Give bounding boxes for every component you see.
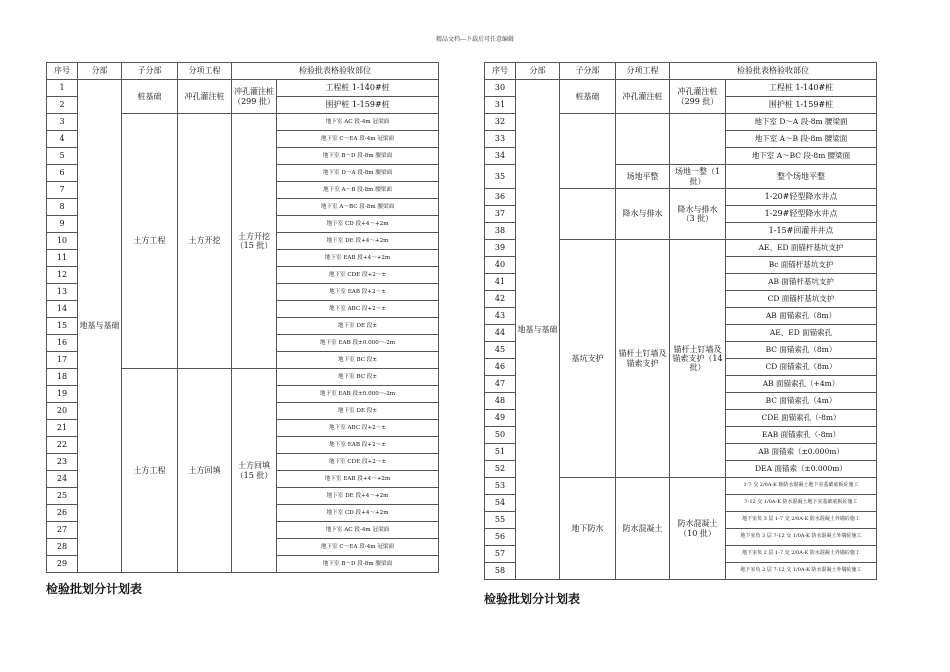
inspection-location: 围护桩 1-159#桩 (277, 97, 439, 114)
inspection-location: 地下室 CDE 段+2～± (277, 454, 439, 471)
inspection-location: 地下室 C～EA 段-4m 冠梁面 (277, 539, 439, 556)
batch-cell: 锚杆土钉墙及锚索支护（14 批） (670, 240, 726, 478)
inspection-location: 地下室 EAB 段+2～± (277, 284, 439, 301)
inspection-location: 地下室 DE 段± (277, 318, 439, 335)
inspection-location: 地下室 BC 段± (277, 369, 439, 386)
inspection-location: AB 面锚索孔（+4m） (726, 376, 877, 393)
row-number: 10 (47, 233, 78, 250)
inspection-location: 地下室 DE 段+4～+2m (277, 233, 439, 250)
inspection-location: 地下室 D～A 段-8m 腰梁面 (726, 114, 877, 131)
row-number: 11 (47, 250, 78, 267)
inspection-location: 地下室 A～BC 段-8m 腰梁面 (726, 148, 877, 165)
row-number: 42 (485, 291, 516, 308)
inspection-location: DEA 面锚索（±0.000m） (726, 461, 877, 478)
inspection-location: 围护桩 1-159#桩 (726, 97, 877, 114)
row-number: 37 (485, 206, 516, 223)
batch-cell: 土方开挖（15 批） (232, 114, 277, 369)
item-cell: 冲孔灌注桩 (616, 80, 670, 114)
row-number: 34 (485, 148, 516, 165)
row-number: 25 (47, 488, 78, 505)
row-number: 15 (47, 318, 78, 335)
row-number: 27 (47, 522, 78, 539)
row-number: 50 (485, 427, 516, 444)
row-number: 16 (47, 335, 78, 352)
row-number: 21 (47, 420, 78, 437)
inspection-location: 7-12 交 1/0A-K 防水混凝土地下室基础底板砼施工 (726, 495, 877, 512)
inspection-location: 地下室 BC 段± (277, 352, 439, 369)
inspection-table-left (46, 62, 439, 573)
row-number: 44 (485, 325, 516, 342)
item-cell: 锚杆土钉墙及锚索支护 (616, 240, 670, 478)
row-number: 32 (485, 114, 516, 131)
inspection-location: 地下室 EAB 段+2～± (277, 437, 439, 454)
inspection-location: 地下室 EAB 段+4～+2m (277, 250, 439, 267)
inspection-location: 地下室 CD 段+4～+2m (277, 216, 439, 233)
inspection-location: 地下室负 2 层 7-12 交 1/0A-K 防水混凝土外墙砼施工 (726, 563, 877, 580)
item-cell: 降水与排水 (616, 189, 670, 240)
table-row (47, 80, 439, 97)
table-header-row (47, 63, 439, 80)
batch-cell: 冲孔灌注桩（299 批） (670, 80, 726, 114)
row-number: 19 (47, 386, 78, 403)
item-cell: 冲孔灌注桩 (178, 80, 232, 114)
row-number: 8 (47, 199, 78, 216)
row-number: 47 (485, 376, 516, 393)
row-number: 14 (47, 301, 78, 318)
row-number: 24 (47, 471, 78, 488)
inspection-location: Bc 面锚杆基坑支护 (726, 257, 877, 274)
column-header: 子分部 (122, 63, 178, 80)
inspection-location: 地下室 DE 段± (277, 403, 439, 420)
batch-cell: 冲孔灌注桩（299 批） (232, 80, 277, 114)
inspection-table-right (484, 62, 877, 580)
row-number: 13 (47, 284, 78, 301)
row-number: 33 (485, 131, 516, 148)
subdivision-cell: 基坑支护 (560, 240, 616, 478)
subdivision-cell: 土方工程 (122, 369, 178, 573)
inspection-location: 1-20#轻型降水井点 (726, 189, 877, 206)
inspection-location: 地下室 CD 段+4～+2m (277, 505, 439, 522)
inspection-location: 整个场地平整 (726, 165, 877, 189)
row-number: 28 (47, 539, 78, 556)
row-number: 35 (485, 165, 516, 189)
column-header: 检验批表格验收部位 (232, 63, 439, 80)
table-header-row (485, 63, 877, 80)
row-number: 5 (47, 148, 78, 165)
row-number: 40 (485, 257, 516, 274)
inspection-location: 地下室负 2 层 1-7 交 2/0A-K 防水混凝土外墙砼施工 (726, 546, 877, 563)
inspection-location: 地下室 B～D 段-8m 腰梁面 (277, 556, 439, 573)
inspection-location: BC 面锚索孔（4m） (726, 393, 877, 410)
row-number: 2 (47, 97, 78, 114)
column-header: 分部 (78, 63, 122, 80)
column-header: 序号 (485, 63, 516, 80)
inspection-location: 地下室 EAB 段±0.000～-2m (277, 335, 439, 352)
row-number: 46 (485, 359, 516, 376)
row-number: 12 (47, 267, 78, 284)
row-number: 20 (47, 403, 78, 420)
subdivision-cell: 土方工程 (122, 114, 178, 369)
inspection-location: CDE 面锚索孔（-8m） (726, 410, 877, 427)
row-number: 49 (485, 410, 516, 427)
row-number: 36 (485, 189, 516, 206)
row-number: 26 (47, 505, 78, 522)
inspection-location: 地下室 AC 段-4m 冠梁面 (277, 522, 439, 539)
row-number: 41 (485, 274, 516, 291)
subdivision-cell: 桩基础 (122, 80, 178, 114)
row-number: 45 (485, 342, 516, 359)
batch-cell: 防水混凝土（10 批） (670, 478, 726, 580)
inspection-location: 地下室 A～B 段-8m 腰梁面 (726, 131, 877, 148)
inspection-location: 地下室 A～B 段-8m 腰梁面 (277, 182, 439, 199)
inspection-location: 地下室 CDE 段+2～± (277, 267, 439, 284)
inspection-location: 地下室 EAB 段+4～+2m (277, 471, 439, 488)
inspection-location: AE、ED 面锚杆基坑支护 (726, 240, 877, 257)
division-cell: 地基与基础 (78, 80, 122, 573)
batch-cell: 降水与排水（3 批） (670, 189, 726, 240)
inspection-location: 1-7 交 2/0A-K 轴防水混凝土地下室基础底板砼施工 (726, 478, 877, 495)
table-caption-right: 检验批划分计划表 (484, 592, 581, 606)
row-number: 53 (485, 478, 516, 495)
row-number: 17 (47, 352, 78, 369)
row-number: 52 (485, 461, 516, 478)
row-number: 55 (485, 512, 516, 529)
batch-cell-empty (670, 114, 726, 165)
column-header: 分部 (516, 63, 560, 80)
subdivision-cell-empty (560, 189, 616, 240)
row-number: 7 (47, 182, 78, 199)
inspection-location: 地下室负 3 层 1-7 交 2/0A-K 防水混凝土外墙砼施工 (726, 512, 877, 529)
inspection-location: 地下室 C～EA 段-4m 冠梁面 (277, 131, 439, 148)
inspection-location: 1-29#轻型降水井点 (726, 206, 877, 223)
row-number: 29 (47, 556, 78, 573)
row-number: 22 (47, 437, 78, 454)
row-number: 54 (485, 495, 516, 512)
inspection-location: CD 面锚杆基坑支护 (726, 291, 877, 308)
inspection-location: AB 面锚索孔（8m） (726, 308, 877, 325)
item-cell: 场地平整 (616, 165, 670, 189)
inspection-location: 地下室 A～BC 段-8m 腰梁面 (277, 199, 439, 216)
row-number: 57 (485, 546, 516, 563)
inspection-location: 地下室 EAB 段±0.000～-2m (277, 386, 439, 403)
column-header: 检验批表格验收部位 (670, 63, 877, 80)
row-number: 23 (47, 454, 78, 471)
subdivision-cell-empty (560, 114, 616, 189)
inspection-location: BC 面锚索孔（8m） (726, 342, 877, 359)
inspection-location: 地下室负 3 层 7-12 交 1/0A-K 防水混凝土外墙砼施工 (726, 529, 877, 546)
row-number: 48 (485, 393, 516, 410)
inspection-location: 地下室 DE 段+4～+2m (277, 488, 439, 505)
row-number: 6 (47, 165, 78, 182)
row-number: 39 (485, 240, 516, 257)
row-number: 43 (485, 308, 516, 325)
row-number: 3 (47, 114, 78, 131)
row-number: 58 (485, 563, 516, 580)
column-header: 分项工程 (178, 63, 232, 80)
column-header: 子分部 (560, 63, 616, 80)
inspection-location: CD 面锚索孔（8m） (726, 359, 877, 376)
row-number: 51 (485, 444, 516, 461)
item-cell: 土方开挖 (178, 114, 232, 369)
row-number: 1 (47, 80, 78, 97)
subdivision-cell: 地下防水 (560, 478, 616, 580)
batch-cell: 土方回填（15 批） (232, 369, 277, 573)
table-caption-left: 检验批划分计划表 (46, 582, 143, 596)
inspection-location: 工程桩 1-140#桩 (277, 80, 439, 97)
division-cell: 地基与基础 (516, 80, 560, 580)
item-cell-empty (616, 114, 670, 165)
row-number: 56 (485, 529, 516, 546)
inspection-location: 地下室 AC 段-4m 冠梁面 (277, 114, 439, 131)
subdivision-cell: 桩基础 (560, 80, 616, 114)
inspection-location: AE、ED 面锚索孔 (726, 325, 877, 342)
row-number: 9 (47, 216, 78, 233)
row-number: 38 (485, 223, 516, 240)
inspection-location: EAB 面锚索孔（-8m） (726, 427, 877, 444)
column-header: 分项工程 (616, 63, 670, 80)
row-number: 31 (485, 97, 516, 114)
inspection-location: 1-15#回灌井井点 (726, 223, 877, 240)
inspection-location: 地下室 B～D 段-8m 腰梁面 (277, 148, 439, 165)
row-number: 4 (47, 131, 78, 148)
row-number: 30 (485, 80, 516, 97)
batch-cell: 场地一整（1 批） (670, 165, 726, 189)
inspection-location: 地下室 ABC 段+2～± (277, 301, 439, 318)
column-header: 序号 (47, 63, 78, 80)
item-cell: 防水混凝土 (616, 478, 670, 580)
row-number: 18 (47, 369, 78, 386)
inspection-location: AB 面锚杆基坑支护 (726, 274, 877, 291)
table-row (485, 80, 877, 97)
inspection-location: 工程桩 1-140#桩 (726, 80, 877, 97)
page-header: 精品文档---下载后可任意编辑 (435, 36, 515, 43)
item-cell: 土方回填 (178, 369, 232, 573)
inspection-location: 地下室 D～A 段-8m 腰梁面 (277, 165, 439, 182)
inspection-location: AB 面锚索（±0.000m） (726, 444, 877, 461)
inspection-location: 地下室 ABC 段+2～± (277, 420, 439, 437)
